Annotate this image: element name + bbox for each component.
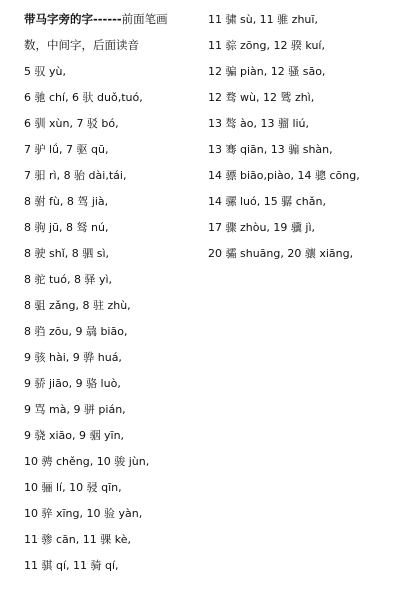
character-entry: 10 骊 lí, 10 骎 qīn, [24,481,122,494]
character-entry: 10 骍 xīng, 10 验 yàn, [24,507,143,520]
left-column [24,12,202,584]
character-entry: 13 骞 qiān, 13 骟 shàn, [208,143,333,156]
character-entry: 14 骡 luó, 15 骣 chǎn, [208,195,326,208]
character-entry: 7 驲 rì, 8 骀 dài,tái, [24,169,127,182]
heading-title: 带马字旁的字 [24,12,93,26]
character-entry: 9 骂 mà, 9 骈 pián, [24,403,126,416]
character-entry: 8 驸 fù, 8 驾 jià, [24,195,109,208]
heading-note: 前面笔画 [121,12,168,26]
character-entry: 9 骁 xiāo, 9 骃 yīn, [24,429,125,442]
character-entry: 11 骐 qí, 11 骑 qí, [24,559,119,572]
character-entry: 8 驺 zōu, 9 骉 biāo, [24,325,128,338]
left-entry-list [24,64,202,584]
character-entry: 14 骠 biāo,piào, 14 骢 cōng, [208,169,360,182]
character-entry: 8 驵 zǎng, 8 驻 zhù, [24,299,131,312]
character-entry: 9 骇 hài, 9 骅 huá, [24,351,122,364]
character-entry: 6 驯 xùn, 7 驳 bó, [24,117,119,130]
right-column [208,12,394,272]
character-entry: 17 骤 zhòu, 19 骥 jì, [208,221,316,234]
character-entry: 6 驰 chí, 6 驮 duǒ,tuó, [24,91,143,104]
character-entry: 8 驼 tuó, 8 驿 yì, [24,273,113,286]
character-entry: 13 骜 ào, 13 骝 liú, [208,117,310,130]
character-entry: 11 骕 sù, 11 骓 zhuī, [208,13,318,26]
character-entry: 9 骄 jiāo, 9 骆 luò, [24,377,121,390]
heading-note-continued: 数，中间字，后面读音 [24,38,139,52]
heading-line [24,12,202,38]
character-entry: 11 骖 cān, 11 骒 kè, [24,533,131,546]
character-entry: 8 驹 jū, 8 驽 nú, [24,221,109,234]
character-entry: 8 驶 shǐ, 8 驷 sì, [24,247,110,260]
character-entry: 7 驴 lǘ, 7 驱 qū, [24,143,109,156]
character-entry: 10 骋 chěng, 10 骏 jùn, [24,455,150,468]
character-entry: 5 驭 yù, [24,65,66,78]
character-entry: 12 骛 wù, 12 骘 zhì, [208,91,315,104]
character-entry: 11 骔 zōng, 12 骙 kuí, [208,39,325,52]
right-entry-list [208,12,394,272]
heading-dashes: ------ [93,12,122,26]
character-entry: 12 骗 piàn, 12 骚 sāo, [208,65,326,78]
character-entry: 20 骦 shuāng, 20 骧 xiāng, [208,247,354,260]
